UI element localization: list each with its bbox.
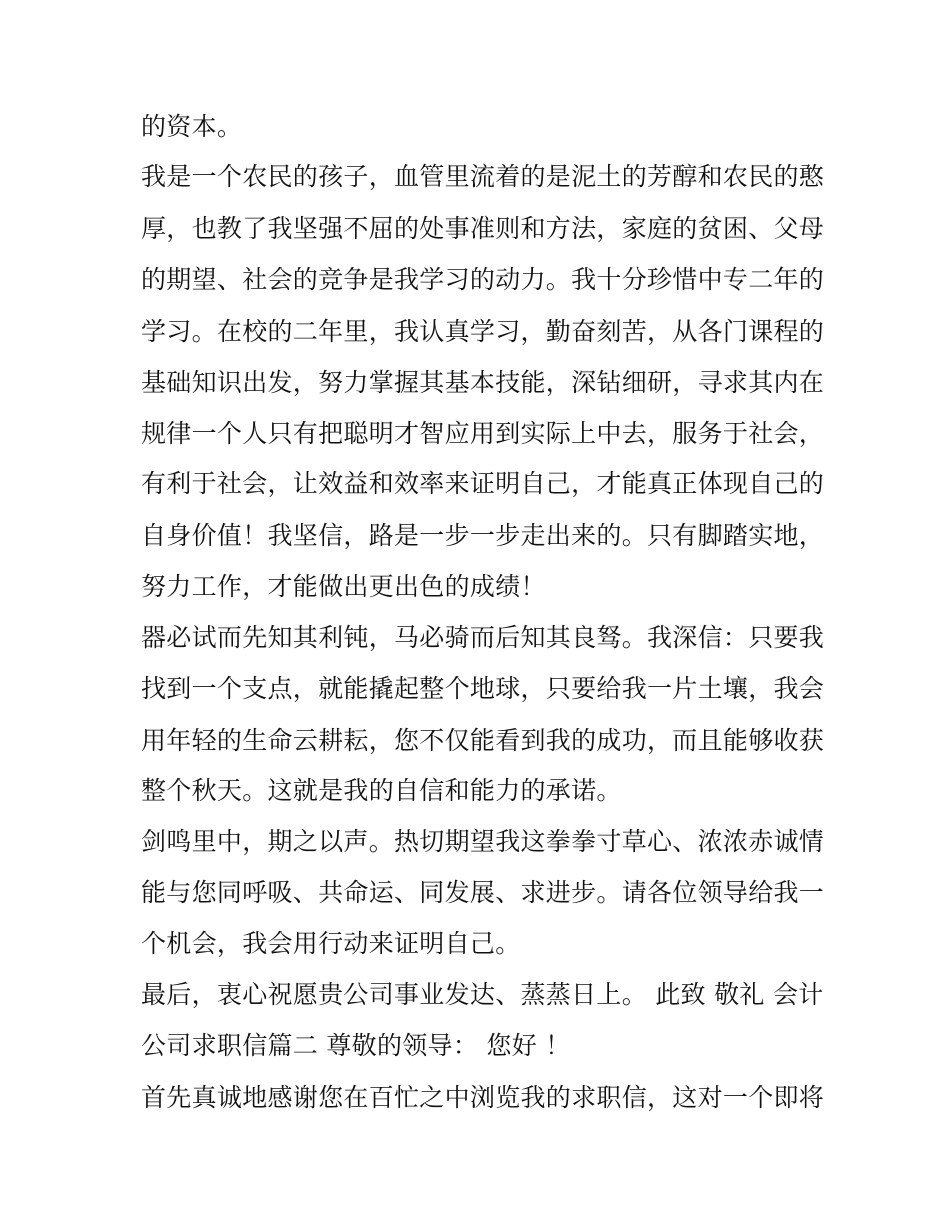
text-line: 能与您同呼吸、共命运、同发展、求进步。请各位领导给我一 bbox=[141, 878, 825, 907]
text-line: 最后，衷心祝愿贵公司事业发达、蒸蒸日上。 此致 敬礼 会计 bbox=[141, 980, 824, 1009]
text-line: 我是一个农民的孩子，血管里流着的是泥土的芳醇和农民的憨 bbox=[141, 162, 825, 191]
text-line: 自身价值！我坚信，路是一步一步走出来的。只有脚踏实地， bbox=[141, 521, 825, 550]
text-line: 努力工作，才能做出更出色的成绩！ bbox=[141, 572, 546, 601]
text-line: 学习。在校的二年里，我认真学习，勤奋刻苦，从各门课程的 bbox=[141, 317, 825, 346]
text-line: 用年轻的生命云耕耘，您不仅能看到我的成功，而且能够收获 bbox=[141, 726, 825, 755]
text-line: 剑鸣里中，期之以声。热切期望我这拳拳寸草心、浓浓赤诚情 bbox=[141, 827, 825, 856]
text-line: 找到一个支点，就能撬起整个地球，只要给我一片土壤，我会 bbox=[141, 674, 825, 703]
text-line: 的期望、社会的竞争是我学习的动力。我十分珍惜中专二年的 bbox=[141, 265, 825, 294]
text-line: 公司求职信篇二 尊敬的领导： 您好 ！ bbox=[141, 1031, 571, 1060]
text-line: 的资本。 bbox=[141, 112, 243, 141]
text-line: 整个秋天。这就是我的自信和能力的承诺。 bbox=[141, 776, 622, 805]
text-line: 个机会，我会用行动来证明自己。 bbox=[141, 929, 521, 958]
text-line: 厚，也教了我坚强不屈的处事准则和方法，家庭的贫困、父母 bbox=[141, 214, 825, 243]
text-line: 器必试而先知其利钝，马必骑而后知其良驽。我深信：只要我 bbox=[141, 623, 825, 652]
text-line: 首先真诚地感谢您在百忙之中浏览我的求职信，这对一个即将 bbox=[141, 1083, 825, 1112]
text-line: 有利于社会，让效益和效率来证明自己，才能真正体现自己的 bbox=[141, 469, 825, 498]
text-line: 规律一个人只有把聪明才智应用到实际上中去，服务于社会， bbox=[141, 419, 825, 448]
text-line: 基础知识出发，努力掌握其基本技能，深钻细研，寻求其内在 bbox=[141, 368, 825, 397]
